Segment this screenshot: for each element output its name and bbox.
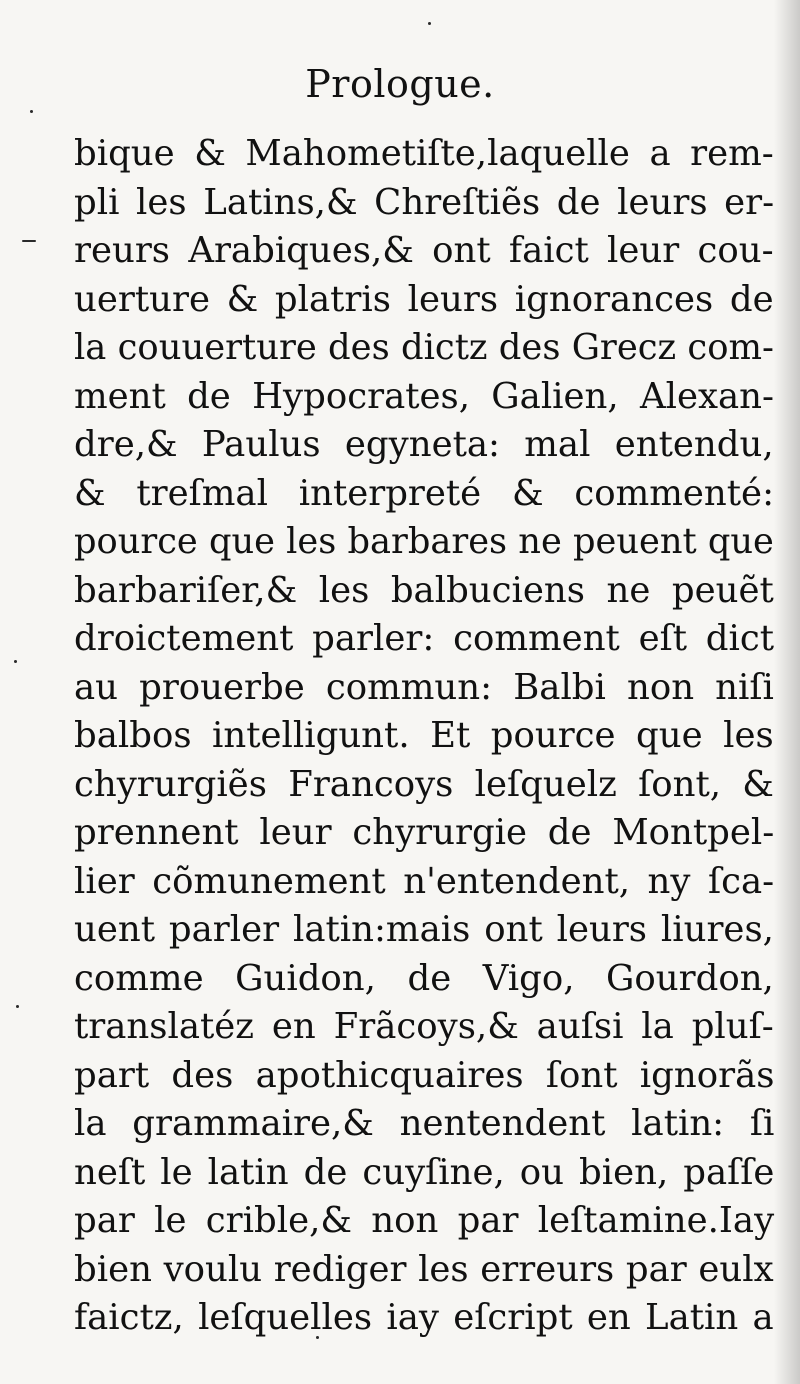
text-line: bique & Mahometiſte,laquelle a rem-	[74, 133, 774, 174]
text-line: balbos intelligunt. Et pource que les	[74, 715, 774, 756]
text-line: la grammaire,& nentendent latin: ſi	[74, 1103, 775, 1144]
text-line: part des apothicquaires ſont ignorãs	[74, 1054, 775, 1096]
text-line: prennent leur chyrurgie de Montpel-	[74, 812, 775, 853]
text-line: par le crible,& non par leſtamine.Iay	[74, 1200, 775, 1241]
text-line: comme Guidon, de Vigo, Gourdon,	[74, 957, 774, 999]
text-line: dre,& Paulus egyneta: mal entendu,	[74, 424, 774, 465]
text-line: barbariſer,& les balbuciens ne peuẽt	[74, 569, 774, 611]
margin-mark	[22, 240, 36, 242]
print-speck	[16, 1005, 19, 1008]
text-line: au prouerbe commun: Balbi non niſi	[74, 666, 774, 708]
text-line: droictement parler: comment eſt dict	[74, 618, 775, 659]
print-speck	[428, 22, 431, 25]
page-edge-shadow	[774, 0, 800, 1384]
text-line: neſt le latin de cuyſine, ou bien, paſſe	[74, 1151, 775, 1193]
text-line: faictz, leſquelles iay eſcript en Latin a	[74, 1297, 774, 1338]
text-line: & treſmal interpreté & commenté:	[74, 472, 775, 514]
text-line: reurs Arabiques,& ont faict leur cou-	[74, 230, 774, 271]
text-line: uerture & platris leurs ignorances de	[74, 278, 774, 320]
text-line: la couuerture des dictz des Grecz com-	[74, 327, 774, 368]
text-line: uent parler latin:mais ont leurs liures,	[74, 909, 774, 950]
text-line: bien voulu rediger les erreurs par eulx	[74, 1248, 774, 1290]
text-line: chyrurgiẽs Francoys leſquelz ſont, &	[74, 763, 774, 805]
text-line: lier cõmunement n'entendent, ny ſca-	[74, 860, 775, 902]
print-speck	[30, 110, 33, 113]
text-line: pource que les barbares ne peuent que	[74, 521, 774, 562]
running-head: Prologue.	[305, 62, 495, 106]
text-line: translatéz en Frãcoys,& auſsi la pluſ-	[74, 1006, 774, 1047]
body-text	[74, 130, 774, 1343]
text-line: pli les Latins,& Chreſtiẽs de leurs er-	[74, 181, 775, 223]
text-line: ment de Hypocrates, Galien, Alexan-	[74, 375, 775, 417]
print-speck	[14, 660, 17, 663]
